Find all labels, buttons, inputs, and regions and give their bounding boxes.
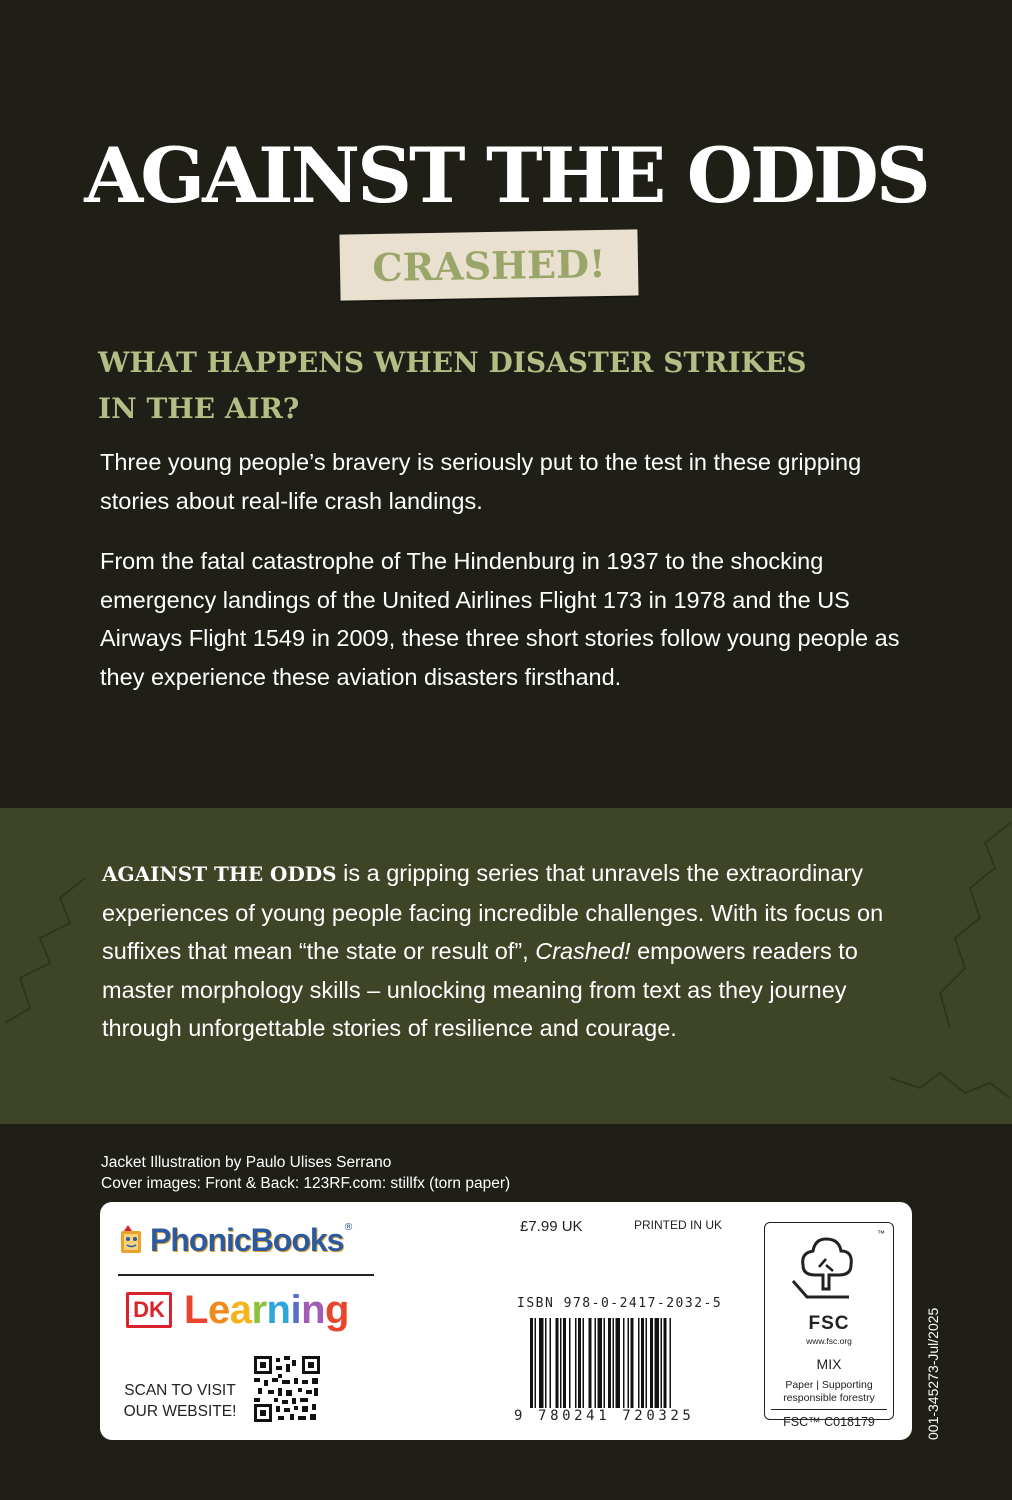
qr-code[interactable]: [254, 1356, 320, 1422]
scan-to-visit-text: SCAN TO VISIT OUR WEBSITE!: [123, 1382, 237, 1420]
credit-illustration: Jacket Illustration by Paulo Ulises Serrano: [101, 1154, 392, 1171]
barcode-digits: 9 780241 720325: [514, 1408, 695, 1424]
printed-in: PRINTED IN UK: [634, 1218, 723, 1232]
crack-decoration-left: [0, 868, 90, 1028]
publisher-panel: [100, 1202, 912, 1440]
fsc-trademark: ™: [877, 1229, 885, 1238]
book-subtitle: CRASHED!: [371, 240, 606, 290]
fsc-separator: [771, 1409, 887, 1410]
side-production-code: 001-345273-Jul/2025: [925, 1307, 941, 1440]
learning-letter: g: [325, 1287, 349, 1332]
blurb-paragraph-2: From the fatal catastrophe of The Hindenburg in 1937 to the shocking emergency landings of the United Airlines Flight 173 in 1978 and the US Airways Flight 1549 in 2009, these three short stories follow young people as they experience these aviation disasters firsthand.: [100, 548, 900, 690]
subtitle-torn-paper: [339, 229, 638, 300]
learning-letter: e: [207, 1287, 230, 1332]
dk-box: DK: [126, 1292, 172, 1328]
phonic-books-logo: [118, 1216, 376, 1264]
fsc-code: FSC™ C018179: [783, 1415, 875, 1429]
series-name: AGAINST THE ODDS: [102, 862, 337, 886]
fsc-mix: MIX: [816, 1356, 842, 1372]
phonic-reg-mark: ®: [343, 1222, 354, 1233]
fsc-tree-icon: [789, 1235, 863, 1305]
fsc-url: www.fsc.org: [806, 1336, 852, 1346]
blurb-heading: WHAT HAPPENS WHEN DISASTER STRIKES IN THE AIR?: [98, 346, 807, 425]
crack-decoration-bottom: [880, 1058, 1012, 1118]
learning-letter: L: [184, 1287, 208, 1332]
series-text-a: is a gripping series that unravels the extraordinary experiences of young people facing incredible challenges. With its focus on suffixes that mean “the state or result of”,: [102, 860, 884, 964]
credit-images: Cover images: Front & Back: 123RF.com: stillfx (torn paper): [101, 1175, 511, 1192]
fsc-paper-text: Paper | Supporting responsible forestry: [783, 1379, 875, 1404]
isbn-number: ISBN 978-0-2417-2032-5: [517, 1296, 723, 1311]
learning-letter: a: [229, 1287, 252, 1332]
book-title: AGAINST THE ODDS: [84, 131, 928, 220]
learning-text: [184, 1288, 349, 1333]
book-character-icon: [118, 1223, 146, 1257]
series-text-b: empowers readers to master morphology skills – unlocking meaning from text as they journey through unforgettable stories of resilience and courage.: [102, 938, 858, 1041]
image-credits: [101, 1152, 701, 1194]
blurb-paragraph-1: Three young people’s bravery is seriously put to the test in these gripping stories about real-life crash landings.: [100, 449, 862, 514]
fsc-label: FSC: [808, 1313, 850, 1334]
fsc-certification-box: [764, 1222, 894, 1429]
learning-letter: n: [266, 1287, 291, 1332]
learning-letter: r: [251, 1287, 267, 1332]
price: £7.99 UK: [520, 1218, 583, 1235]
dk-learning-logo: [126, 1288, 349, 1332]
phonic-books-text: PhonicBooks: [150, 1221, 344, 1258]
learning-letter: i: [290, 1287, 302, 1332]
series-description: [102, 854, 922, 1048]
series-book-title: Crashed!: [535, 938, 631, 964]
logo-divider: [118, 1274, 374, 1276]
learning-letter: n: [301, 1287, 326, 1332]
